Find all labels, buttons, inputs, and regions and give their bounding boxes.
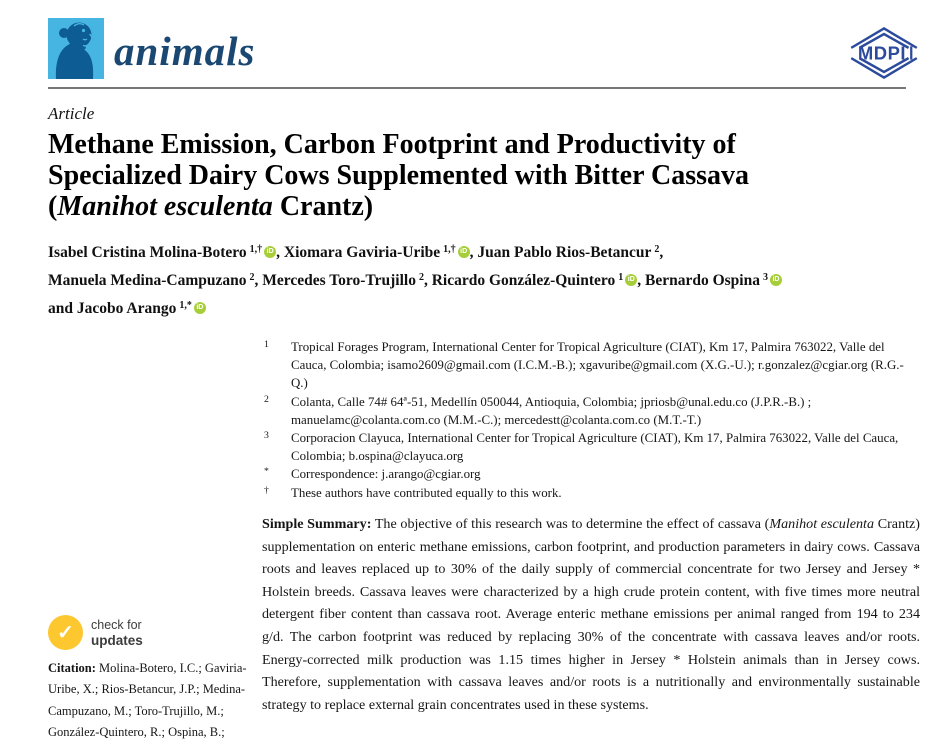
citation-block bbox=[48, 658, 254, 743]
correspondence-marker: * bbox=[264, 466, 269, 478]
author-name: Jacobo Arango bbox=[76, 300, 177, 317]
orcid-icon[interactable]: iD bbox=[458, 246, 470, 258]
species-name-italic: Manihot esculenta bbox=[769, 516, 875, 532]
equal-contribution-marker: † bbox=[264, 484, 269, 496]
author-affiliation-sup: 2 bbox=[654, 244, 660, 255]
author-affiliation-sup: 1 bbox=[618, 272, 624, 283]
author-name: Mercedes Toro-Trujillo bbox=[262, 272, 416, 289]
affiliation-marker: 2 bbox=[264, 393, 269, 405]
author-affiliation-sup: 1,† bbox=[443, 244, 456, 255]
author-line-3: and Jacobo Arango $^{1,*}$ iD bbox=[48, 296, 782, 324]
orcid-icon[interactable]: iD bbox=[264, 246, 276, 258]
orcid-icon[interactable]: iD bbox=[625, 274, 637, 286]
mdpi-wordmark: MDPI bbox=[857, 42, 907, 64]
affiliation-text: Corporacion Clayuca, International Center for Tropical Agriculture (CIAT), Km 17, Palmira 763022, Valle del Cauca, Colombia; b.ospina@clayuca.org bbox=[291, 431, 899, 464]
author-list bbox=[48, 240, 782, 324]
title-line-1: Methane Emission, Carbon Footprint and Productivity of bbox=[48, 129, 736, 160]
affiliation-list bbox=[262, 338, 920, 502]
orcid-icon[interactable]: iD bbox=[194, 302, 206, 314]
title-line-3: (Manihot esculenta Crantz) bbox=[48, 191, 374, 222]
affiliation-2 bbox=[262, 393, 920, 429]
orcid-icon[interactable]: iD bbox=[770, 274, 782, 286]
affiliation-3 bbox=[262, 429, 920, 465]
citation-text: Molina-Botero, I.C.; Gaviria-Uribe, X.; Rios-Betancur, J.P.; Medina-Campuzano, M.; Toro-Trujillo, M.; González-Quintero, R.; Ospina, B.; bbox=[48, 661, 247, 739]
affiliation-text: Tropical Forages Program, International Center for Tropical Agriculture (CIAT), Km 17, Palmira 763022, Valle del Cauca, Colombia; isamo2609@gmail.com (I.C.M.-B.); xgavuribe@gmail.com (X.G.-U.); r.gonzalez@cgiar.org (R.G.-Q.) bbox=[291, 340, 904, 391]
mdpi-logo[interactable] bbox=[842, 26, 926, 80]
journal-name: animals bbox=[114, 28, 256, 74]
author-affiliation-sup: 2 bbox=[249, 272, 255, 283]
author-name: Isabel Cristina Molina-Botero bbox=[48, 244, 247, 261]
article-title bbox=[48, 129, 749, 222]
simple-summary-label: Simple Summary: bbox=[262, 516, 372, 532]
author-line-1: Isabel Cristina Molina-Botero $^{1,\dagger}$ iD , Xiomara Gaviria-Uribe $^{1,\dagger}$ iD , Juan Pablo Rios-Betancur $^2$, bbox=[48, 244, 664, 261]
author-name: Juan Pablo Rios-Betancur bbox=[477, 244, 652, 261]
author-affiliation-sup: 2 bbox=[418, 272, 424, 283]
affiliation-marker: 1 bbox=[264, 339, 269, 350]
affiliation-text: Colanta, Calle 74# 64ª-51, Medellín 050044, Antioquia, Colombia; jpriosb@unal.edu.co (J.P.R.-B.) ; manuelamc@colanta.com.co (M.M.-C.); mercedestt@colanta.com.co (M.T.-T.) bbox=[291, 394, 812, 427]
author-line-2: Manuela Medina-Campuzano $^2$, Mercedes Toro-Trujillo $^2$, Ricardo González-Quintero $^1$ iD , Bernardo Ospina $^3$ iD bbox=[48, 268, 782, 296]
title-line-2: Specialized Dairy Cows Supplemented with Bitter Cassava bbox=[48, 160, 750, 191]
check-for-updates-label: check for updates bbox=[91, 617, 143, 648]
author-affiliation-sup: 1,* bbox=[179, 300, 192, 311]
affiliation-1 bbox=[262, 338, 920, 393]
monkey-logo-icon bbox=[48, 18, 104, 79]
author-affiliation-sup: 3 bbox=[762, 272, 768, 283]
header-divider bbox=[48, 87, 906, 89]
author-name: Xiomara Gaviria-Uribe bbox=[283, 244, 441, 261]
author-name: Bernardo Ospina bbox=[645, 272, 760, 289]
equal-contribution-note bbox=[262, 484, 920, 502]
author-name: Manuela Medina-Campuzano bbox=[48, 272, 247, 289]
animals-journal-logo[interactable] bbox=[48, 18, 104, 79]
author-name: Ricardo González-Quintero bbox=[431, 272, 616, 289]
mdpi-diamond-icon bbox=[842, 26, 926, 80]
affiliation-marker: 3 bbox=[264, 430, 269, 442]
equal-contribution-text: These authors have contributed equally to this work. bbox=[291, 485, 562, 500]
check-for-updates-badge[interactable] bbox=[48, 615, 143, 650]
checkmark-circle-icon: ✓ bbox=[48, 615, 83, 650]
simple-summary: Simple Summary: The objective of this research was to determine the effect of cassava (Manihot esculenta Crantz) supplementation on enteric methane emissions, carbon footprint, and production parameters in dairy cows. Cassava roots and leaves replaced up to 30% of the daily supply of commercial concentrate for two Jersey and Jersey * Holstein breeds. Cassava leaves were characterized by a high crude protein content, with five times more neutral detergent fiber content than cassava root. Average enteric methane emissions per animal ranged from 194 to 234 g/d. The carbon footprint was reduced by replacing 30% of the concentrate with cassava leaves and/or roots. Energy-corrected milk production was 1.15 times higher in Jersey * Holstein animals than in Jersey cows. Therefore, supplementation with cassava leaves and/or roots is a nutritionally and environmentally sustainable strategy to replace external grain concentrates used in these systems. bbox=[262, 516, 920, 713]
correspondence-note bbox=[262, 465, 920, 483]
title-species-italic: Manihot esculenta bbox=[57, 191, 273, 222]
correspondence-text: Correspondence: j.arango@cgiar.org bbox=[291, 467, 481, 482]
citation-label: Citation: bbox=[48, 661, 96, 675]
author-affiliation-sup: 1,† bbox=[249, 244, 263, 255]
article-type-label: Article bbox=[48, 104, 95, 123]
